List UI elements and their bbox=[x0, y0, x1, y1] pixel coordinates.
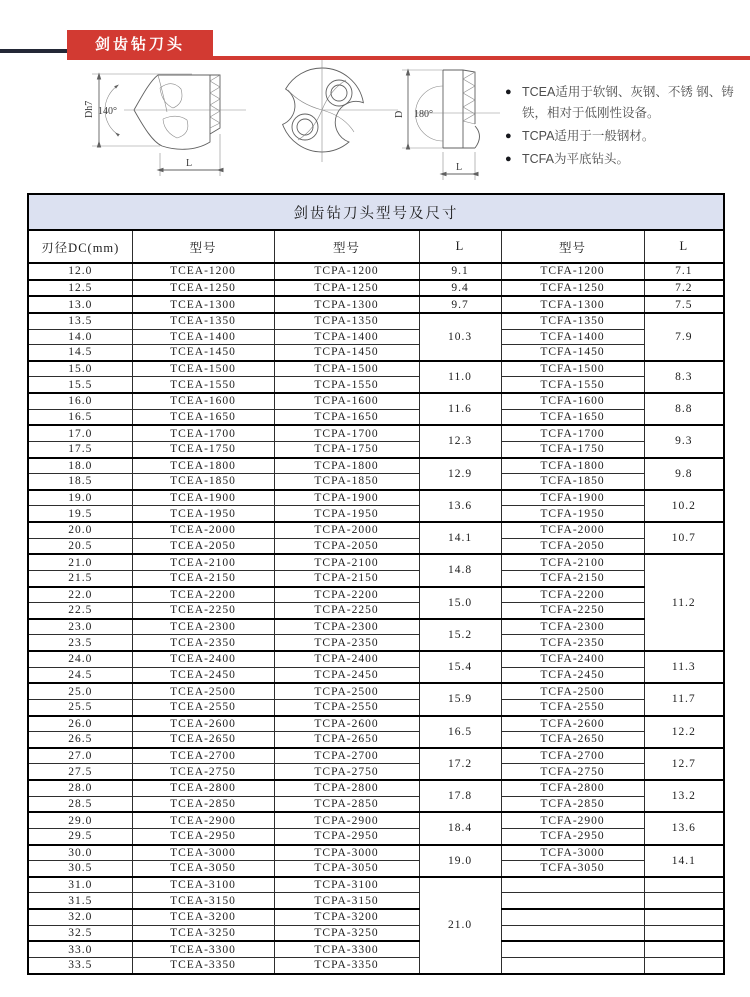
flat-length-dimension-label: L bbox=[456, 162, 463, 173]
tcpa-model-cell: TCPA-2650 bbox=[274, 732, 419, 748]
drill-side-view-drawing bbox=[72, 58, 252, 186]
tcpa-model-cell: TCPA-1950 bbox=[274, 506, 419, 522]
tcfa-model-cell: TCFA-2000 bbox=[501, 522, 644, 538]
tcpa-model-cell: TCPA-3300 bbox=[274, 941, 419, 957]
tcfa-model-cell: TCFA-2050 bbox=[501, 538, 644, 554]
table-row bbox=[28, 909, 724, 925]
l2-value-cell: 12.2 bbox=[644, 716, 724, 748]
tcfa-model-cell: TCFA-2450 bbox=[501, 667, 644, 683]
flat-drill-side-view-drawing bbox=[388, 56, 506, 190]
tcfa-model-cell: TCFA-1750 bbox=[501, 441, 644, 457]
table-row bbox=[28, 538, 724, 554]
tcfa-model-cell: TCFA-1200 bbox=[501, 263, 644, 280]
l2-value-cell: 7.5 bbox=[644, 296, 724, 313]
dc-cell: 30.0 bbox=[28, 845, 132, 861]
l2-value-cell: 11.3 bbox=[644, 651, 724, 683]
dc-cell: 27.0 bbox=[28, 748, 132, 764]
tcfa-model-cell: TCFA-1700 bbox=[501, 425, 644, 441]
tcfa-model-cell: TCFA-2600 bbox=[501, 716, 644, 732]
flat-angle-label: 180° bbox=[414, 109, 433, 120]
tcea-model-cell: TCEA-2700 bbox=[132, 748, 274, 764]
table-row bbox=[28, 474, 724, 490]
tcpa-model-cell: TCPA-1550 bbox=[274, 377, 419, 393]
column-header: L bbox=[419, 230, 501, 263]
table-row bbox=[28, 619, 724, 635]
dc-cell: 12.0 bbox=[28, 263, 132, 280]
table-row bbox=[28, 603, 724, 619]
l-value-cell: 14.1 bbox=[419, 522, 501, 554]
tcpa-model-cell: TCPA-2200 bbox=[274, 587, 419, 603]
table-row bbox=[28, 699, 724, 715]
tcfa-model-cell: TCFA-3000 bbox=[501, 845, 644, 861]
table-row bbox=[28, 796, 724, 812]
l2-value-cell: 9.8 bbox=[644, 458, 724, 490]
l2-value-cell bbox=[644, 941, 724, 957]
tcea-model-cell: TCEA-2800 bbox=[132, 780, 274, 796]
tcfa-model-cell: TCFA-2950 bbox=[501, 828, 644, 844]
column-header: 型号 bbox=[274, 230, 419, 263]
dc-cell: 23.5 bbox=[28, 635, 132, 651]
l-value-cell: 11.0 bbox=[419, 361, 501, 393]
tcea-model-cell: TCEA-2500 bbox=[132, 683, 274, 699]
tcea-model-cell: TCEA-3050 bbox=[132, 861, 274, 877]
header-dark-rule bbox=[0, 49, 67, 53]
table-row bbox=[28, 877, 724, 893]
tcfa-model-cell: TCFA-2850 bbox=[501, 796, 644, 812]
l2-value-cell: 11.2 bbox=[644, 554, 724, 651]
tcfa-model-cell: TCFA-2550 bbox=[501, 699, 644, 715]
table-row bbox=[28, 345, 724, 361]
tcfa-model-cell bbox=[501, 925, 644, 941]
tcea-model-cell: TCEA-1550 bbox=[132, 377, 274, 393]
usage-notes bbox=[505, 82, 739, 172]
tcea-model-cell: TCEA-2100 bbox=[132, 554, 274, 570]
tcfa-model-cell: TCFA-2900 bbox=[501, 812, 644, 828]
tcea-model-cell: TCEA-2550 bbox=[132, 699, 274, 715]
dc-cell: 28.0 bbox=[28, 780, 132, 796]
tcea-model-cell: TCEA-1700 bbox=[132, 425, 274, 441]
tcea-model-cell: TCEA-3300 bbox=[132, 941, 274, 957]
tcfa-model-cell: TCFA-1400 bbox=[501, 329, 644, 345]
table-row bbox=[28, 554, 724, 570]
tcfa-model-cell: TCFA-1900 bbox=[501, 490, 644, 506]
l2-value-cell: 11.7 bbox=[644, 683, 724, 715]
tcea-model-cell: TCEA-1800 bbox=[132, 458, 274, 474]
tcpa-model-cell: TCPA-1600 bbox=[274, 393, 419, 409]
tcpa-model-cell: TCPA-1850 bbox=[274, 474, 419, 490]
dc-cell: 16.0 bbox=[28, 393, 132, 409]
tcea-model-cell: TCEA-1750 bbox=[132, 441, 274, 457]
dc-cell: 33.5 bbox=[28, 957, 132, 974]
dc-cell: 12.5 bbox=[28, 280, 132, 297]
note-tcfa: ● TCFA为平底钻头。 bbox=[505, 149, 739, 170]
table-row bbox=[28, 925, 724, 941]
tcpa-model-cell: TCPA-1450 bbox=[274, 345, 419, 361]
table-row bbox=[28, 522, 724, 538]
l2-value-cell bbox=[644, 925, 724, 941]
tcpa-model-cell: TCPA-1700 bbox=[274, 425, 419, 441]
bullet-icon: ● bbox=[505, 153, 512, 165]
dc-cell: 14.5 bbox=[28, 345, 132, 361]
tcpa-model-cell: TCPA-2750 bbox=[274, 764, 419, 780]
tcfa-model-cell: TCFA-2750 bbox=[501, 764, 644, 780]
tcfa-model-cell: TCFA-1450 bbox=[501, 345, 644, 361]
tcfa-model-cell: TCFA-2250 bbox=[501, 603, 644, 619]
l2-value-cell: 14.1 bbox=[644, 845, 724, 877]
table-row bbox=[28, 458, 724, 474]
table-row bbox=[28, 861, 724, 877]
diameter-dimension-label: D bbox=[394, 110, 405, 118]
bullet-icon: ● bbox=[505, 86, 512, 98]
dc-cell: 24.5 bbox=[28, 667, 132, 683]
l2-value-cell: 8.8 bbox=[644, 393, 724, 425]
tcpa-model-cell: TCPA-3000 bbox=[274, 845, 419, 861]
tcpa-model-cell: TCPA-1400 bbox=[274, 329, 419, 345]
l-value-cell: 16.5 bbox=[419, 716, 501, 748]
tcea-model-cell: TCEA-1300 bbox=[132, 296, 274, 313]
tcfa-model-cell: TCFA-2200 bbox=[501, 587, 644, 603]
tcpa-model-cell: TCPA-3350 bbox=[274, 957, 419, 974]
dc-cell: 20.5 bbox=[28, 538, 132, 554]
table-row bbox=[28, 409, 724, 425]
table-row bbox=[28, 313, 724, 329]
tcea-model-cell: TCEA-3150 bbox=[132, 893, 274, 909]
tcpa-model-cell: TCPA-2400 bbox=[274, 651, 419, 667]
tcfa-model-cell: TCFA-1550 bbox=[501, 377, 644, 393]
table-header-row bbox=[28, 230, 724, 263]
dc-cell: 22.5 bbox=[28, 603, 132, 619]
table-title: 剑齿钻刀头型号及尺寸 bbox=[28, 194, 724, 230]
tcpa-model-cell: TCPA-3250 bbox=[274, 925, 419, 941]
tcfa-model-cell: TCFA-2650 bbox=[501, 732, 644, 748]
dc-cell: 26.0 bbox=[28, 716, 132, 732]
tcea-model-cell: TCEA-1400 bbox=[132, 329, 274, 345]
dc-cell: 33.0 bbox=[28, 941, 132, 957]
l2-value-cell: 8.3 bbox=[644, 361, 724, 393]
table-row bbox=[28, 780, 724, 796]
tcea-model-cell: TCEA-2000 bbox=[132, 522, 274, 538]
dc-cell: 25.5 bbox=[28, 699, 132, 715]
tcfa-model-cell: TCFA-2800 bbox=[501, 780, 644, 796]
tcpa-model-cell: TCPA-1750 bbox=[274, 441, 419, 457]
tcea-model-cell: TCEA-2300 bbox=[132, 619, 274, 635]
models-and-sizes-table bbox=[27, 193, 725, 975]
table-row bbox=[28, 683, 724, 699]
tcea-model-cell: TCEA-1850 bbox=[132, 474, 274, 490]
dc-cell: 31.0 bbox=[28, 877, 132, 893]
tcpa-model-cell: TCPA-2850 bbox=[274, 796, 419, 812]
tcpa-model-cell: TCPA-2550 bbox=[274, 699, 419, 715]
l-value-cell: 10.3 bbox=[419, 313, 501, 361]
tcfa-model-cell: TCFA-3050 bbox=[501, 861, 644, 877]
tcpa-model-cell: TCPA-2950 bbox=[274, 828, 419, 844]
tcpa-model-cell: TCPA-1650 bbox=[274, 409, 419, 425]
l2-value-cell bbox=[644, 909, 724, 925]
column-header: 型号 bbox=[501, 230, 644, 263]
l2-value-cell: 10.7 bbox=[644, 522, 724, 554]
tcfa-model-cell: TCFA-1800 bbox=[501, 458, 644, 474]
tcfa-model-cell: TCFA-2500 bbox=[501, 683, 644, 699]
table-row bbox=[28, 587, 724, 603]
tcfa-model-cell: TCFA-1600 bbox=[501, 393, 644, 409]
table-row bbox=[28, 828, 724, 844]
tcpa-model-cell: TCPA-1900 bbox=[274, 490, 419, 506]
tcfa-model-cell: TCFA-1850 bbox=[501, 474, 644, 490]
table-row bbox=[28, 732, 724, 748]
dh7-dimension-label: Dh7 bbox=[84, 100, 95, 118]
tcpa-model-cell: TCPA-3100 bbox=[274, 877, 419, 893]
tcea-model-cell: TCEA-2750 bbox=[132, 764, 274, 780]
table-row bbox=[28, 748, 724, 764]
table-row bbox=[28, 941, 724, 957]
tcea-model-cell: TCEA-1250 bbox=[132, 280, 274, 297]
table-row bbox=[28, 425, 724, 441]
tcea-model-cell: TCEA-2950 bbox=[132, 828, 274, 844]
tcfa-model-cell bbox=[501, 877, 644, 893]
tcpa-model-cell: TCPA-2900 bbox=[274, 812, 419, 828]
tcfa-model-cell: TCFA-2150 bbox=[501, 570, 644, 586]
table-row bbox=[28, 667, 724, 683]
tcpa-model-cell: TCPA-1500 bbox=[274, 361, 419, 377]
dc-cell: 30.5 bbox=[28, 861, 132, 877]
dc-cell: 20.0 bbox=[28, 522, 132, 538]
dc-cell: 24.0 bbox=[28, 651, 132, 667]
tcpa-model-cell: TCPA-2300 bbox=[274, 619, 419, 635]
dc-cell: 28.5 bbox=[28, 796, 132, 812]
note-tcea: ● TCEA适用于软钢、灰钢、不锈 钢、铸铁，相对于低刚性设备。 bbox=[505, 82, 739, 124]
point-angle-label: 140° bbox=[98, 106, 117, 117]
tcpa-model-cell: TCPA-2450 bbox=[274, 667, 419, 683]
table-row bbox=[28, 490, 724, 506]
dc-cell: 19.0 bbox=[28, 490, 132, 506]
tcea-model-cell: TCEA-1450 bbox=[132, 345, 274, 361]
l-value-cell: 19.0 bbox=[419, 845, 501, 877]
tcpa-model-cell: TCPA-1350 bbox=[274, 313, 419, 329]
l-value-cell: 15.9 bbox=[419, 683, 501, 715]
table-row bbox=[28, 764, 724, 780]
tcea-model-cell: TCEA-2450 bbox=[132, 667, 274, 683]
dc-cell: 15.5 bbox=[28, 377, 132, 393]
l2-value-cell: 12.7 bbox=[644, 748, 724, 780]
tcfa-model-cell: TCFA-1950 bbox=[501, 506, 644, 522]
tcea-model-cell: TCEA-1500 bbox=[132, 361, 274, 377]
dc-cell: 16.5 bbox=[28, 409, 132, 425]
tcea-model-cell: TCEA-2850 bbox=[132, 796, 274, 812]
tcpa-model-cell: TCPA-2250 bbox=[274, 603, 419, 619]
tcpa-model-cell: TCPA-2050 bbox=[274, 538, 419, 554]
table-row bbox=[28, 893, 724, 909]
tcfa-model-cell: TCFA-2400 bbox=[501, 651, 644, 667]
tcea-model-cell: TCEA-2200 bbox=[132, 587, 274, 603]
dc-cell: 29.0 bbox=[28, 812, 132, 828]
models-table-body bbox=[28, 263, 724, 974]
dc-cell: 19.5 bbox=[28, 506, 132, 522]
tcpa-model-cell: TCPA-3200 bbox=[274, 909, 419, 925]
tcpa-model-cell: TCPA-2350 bbox=[274, 635, 419, 651]
l-value-cell: 12.3 bbox=[419, 425, 501, 457]
l-value-cell: 17.2 bbox=[419, 748, 501, 780]
tcpa-model-cell: TCPA-1250 bbox=[274, 280, 419, 297]
column-header: 刃径DC(mm) bbox=[28, 230, 132, 263]
tcea-model-cell: TCEA-1600 bbox=[132, 393, 274, 409]
dc-cell: 17.5 bbox=[28, 441, 132, 457]
tcea-model-cell: TCEA-2150 bbox=[132, 570, 274, 586]
dc-cell: 23.0 bbox=[28, 619, 132, 635]
tcfa-model-cell bbox=[501, 893, 644, 909]
tcea-model-cell: TCEA-2650 bbox=[132, 732, 274, 748]
l2-value-cell: 13.2 bbox=[644, 780, 724, 812]
l-value-cell: 13.6 bbox=[419, 490, 501, 522]
tcea-model-cell: TCEA-3200 bbox=[132, 909, 274, 925]
tcea-model-cell: TCEA-3350 bbox=[132, 957, 274, 974]
tcea-model-cell: TCEA-2250 bbox=[132, 603, 274, 619]
l-value-cell: 12.9 bbox=[419, 458, 501, 490]
dc-cell: 29.5 bbox=[28, 828, 132, 844]
tcfa-model-cell: TCFA-1300 bbox=[501, 296, 644, 313]
tcfa-model-cell: TCFA-1250 bbox=[501, 280, 644, 297]
tcea-model-cell: TCEA-1650 bbox=[132, 409, 274, 425]
tcfa-model-cell bbox=[501, 909, 644, 925]
l-value-cell: 17.8 bbox=[419, 780, 501, 812]
l-value-cell: 9.1 bbox=[419, 263, 501, 280]
tcea-model-cell: TCEA-1950 bbox=[132, 506, 274, 522]
dc-cell: 32.5 bbox=[28, 925, 132, 941]
tcfa-model-cell bbox=[501, 957, 644, 974]
dc-cell: 15.0 bbox=[28, 361, 132, 377]
table-row bbox=[28, 441, 724, 457]
l-value-cell: 18.4 bbox=[419, 812, 501, 844]
tcpa-model-cell: TCPA-3050 bbox=[274, 861, 419, 877]
tcfa-model-cell: TCFA-2100 bbox=[501, 554, 644, 570]
tcpa-model-cell: TCPA-1800 bbox=[274, 458, 419, 474]
l2-value-cell: 7.1 bbox=[644, 263, 724, 280]
l2-value-cell bbox=[644, 957, 724, 974]
table-row bbox=[28, 280, 724, 297]
l-value-cell: 21.0 bbox=[419, 877, 501, 974]
l-value-cell: 14.8 bbox=[419, 554, 501, 586]
dc-cell: 21.0 bbox=[28, 554, 132, 570]
l2-value-cell: 10.2 bbox=[644, 490, 724, 522]
dc-cell: 13.0 bbox=[28, 296, 132, 313]
tcea-model-cell: TCEA-3100 bbox=[132, 877, 274, 893]
tcfa-model-cell: TCFA-2350 bbox=[501, 635, 644, 651]
tcfa-model-cell bbox=[501, 941, 644, 957]
dc-cell: 21.5 bbox=[28, 570, 132, 586]
table-row bbox=[28, 635, 724, 651]
dc-cell: 18.0 bbox=[28, 458, 132, 474]
tcea-model-cell: TCEA-3250 bbox=[132, 925, 274, 941]
l2-value-cell bbox=[644, 893, 724, 909]
table-row bbox=[28, 296, 724, 313]
tcea-model-cell: TCEA-3000 bbox=[132, 845, 274, 861]
tcfa-model-cell: TCFA-2300 bbox=[501, 619, 644, 635]
dc-cell: 17.0 bbox=[28, 425, 132, 441]
table-row bbox=[28, 506, 724, 522]
bullet-icon: ● bbox=[505, 130, 512, 142]
tcpa-model-cell: TCPA-2800 bbox=[274, 780, 419, 796]
tcea-model-cell: TCEA-2900 bbox=[132, 812, 274, 828]
dc-cell: 27.5 bbox=[28, 764, 132, 780]
dc-cell: 22.0 bbox=[28, 587, 132, 603]
tcfa-model-cell: TCFA-1500 bbox=[501, 361, 644, 377]
table-row bbox=[28, 812, 724, 828]
tcpa-model-cell: TCPA-2100 bbox=[274, 554, 419, 570]
table-row bbox=[28, 263, 724, 280]
dc-cell: 31.5 bbox=[28, 893, 132, 909]
tcpa-model-cell: TCPA-2500 bbox=[274, 683, 419, 699]
tcpa-model-cell: TCPA-1300 bbox=[274, 296, 419, 313]
tcea-model-cell: TCEA-1900 bbox=[132, 490, 274, 506]
dc-cell: 32.0 bbox=[28, 909, 132, 925]
table-row bbox=[28, 957, 724, 974]
tcpa-model-cell: TCPA-2150 bbox=[274, 570, 419, 586]
dc-cell: 26.5 bbox=[28, 732, 132, 748]
table-row bbox=[28, 393, 724, 409]
tcfa-model-cell: TCFA-2700 bbox=[501, 748, 644, 764]
dc-cell: 14.0 bbox=[28, 329, 132, 345]
column-header: 型号 bbox=[132, 230, 274, 263]
tcpa-model-cell: TCPA-2700 bbox=[274, 748, 419, 764]
table-row bbox=[28, 570, 724, 586]
l-value-cell: 9.4 bbox=[419, 280, 501, 297]
l-value-cell: 9.7 bbox=[419, 296, 501, 313]
tcpa-model-cell: TCPA-3150 bbox=[274, 893, 419, 909]
tcfa-model-cell: TCFA-1650 bbox=[501, 409, 644, 425]
l-value-cell: 11.6 bbox=[419, 393, 501, 425]
tcpa-model-cell: TCPA-1200 bbox=[274, 263, 419, 280]
column-header: L bbox=[644, 230, 724, 263]
tcea-model-cell: TCEA-2350 bbox=[132, 635, 274, 651]
l-value-cell: 15.2 bbox=[419, 619, 501, 651]
dc-cell: 13.5 bbox=[28, 313, 132, 329]
l2-value-cell bbox=[644, 877, 724, 893]
l2-value-cell: 7.9 bbox=[644, 313, 724, 361]
l-value-cell: 15.4 bbox=[419, 651, 501, 683]
table-row bbox=[28, 377, 724, 393]
l2-value-cell: 13.6 bbox=[644, 812, 724, 844]
table-row bbox=[28, 329, 724, 345]
l-value-cell: 15.0 bbox=[419, 587, 501, 619]
dc-cell: 18.5 bbox=[28, 474, 132, 490]
note-tcpa: ● TCPA适用于一般钢材。 bbox=[505, 126, 739, 147]
tcea-model-cell: TCEA-2050 bbox=[132, 538, 274, 554]
tcpa-model-cell: TCPA-2600 bbox=[274, 716, 419, 732]
tcea-model-cell: TCEA-1350 bbox=[132, 313, 274, 329]
section-banner-title: 剑齿钻刀头 bbox=[67, 30, 213, 56]
tcfa-model-cell: TCFA-1350 bbox=[501, 313, 644, 329]
table-row bbox=[28, 845, 724, 861]
dc-cell: 25.0 bbox=[28, 683, 132, 699]
drill-front-view-drawing bbox=[250, 58, 398, 170]
tcea-model-cell: TCEA-1200 bbox=[132, 263, 274, 280]
tcea-model-cell: TCEA-2400 bbox=[132, 651, 274, 667]
tcea-model-cell: TCEA-2600 bbox=[132, 716, 274, 732]
l2-value-cell: 7.2 bbox=[644, 280, 724, 297]
tcpa-model-cell: TCPA-2000 bbox=[274, 522, 419, 538]
length-dimension-label: L bbox=[186, 158, 193, 169]
models-table-wrapper bbox=[27, 193, 725, 975]
table-row bbox=[28, 651, 724, 667]
table-row bbox=[28, 716, 724, 732]
l2-value-cell: 9.3 bbox=[644, 425, 724, 457]
table-row bbox=[28, 361, 724, 377]
